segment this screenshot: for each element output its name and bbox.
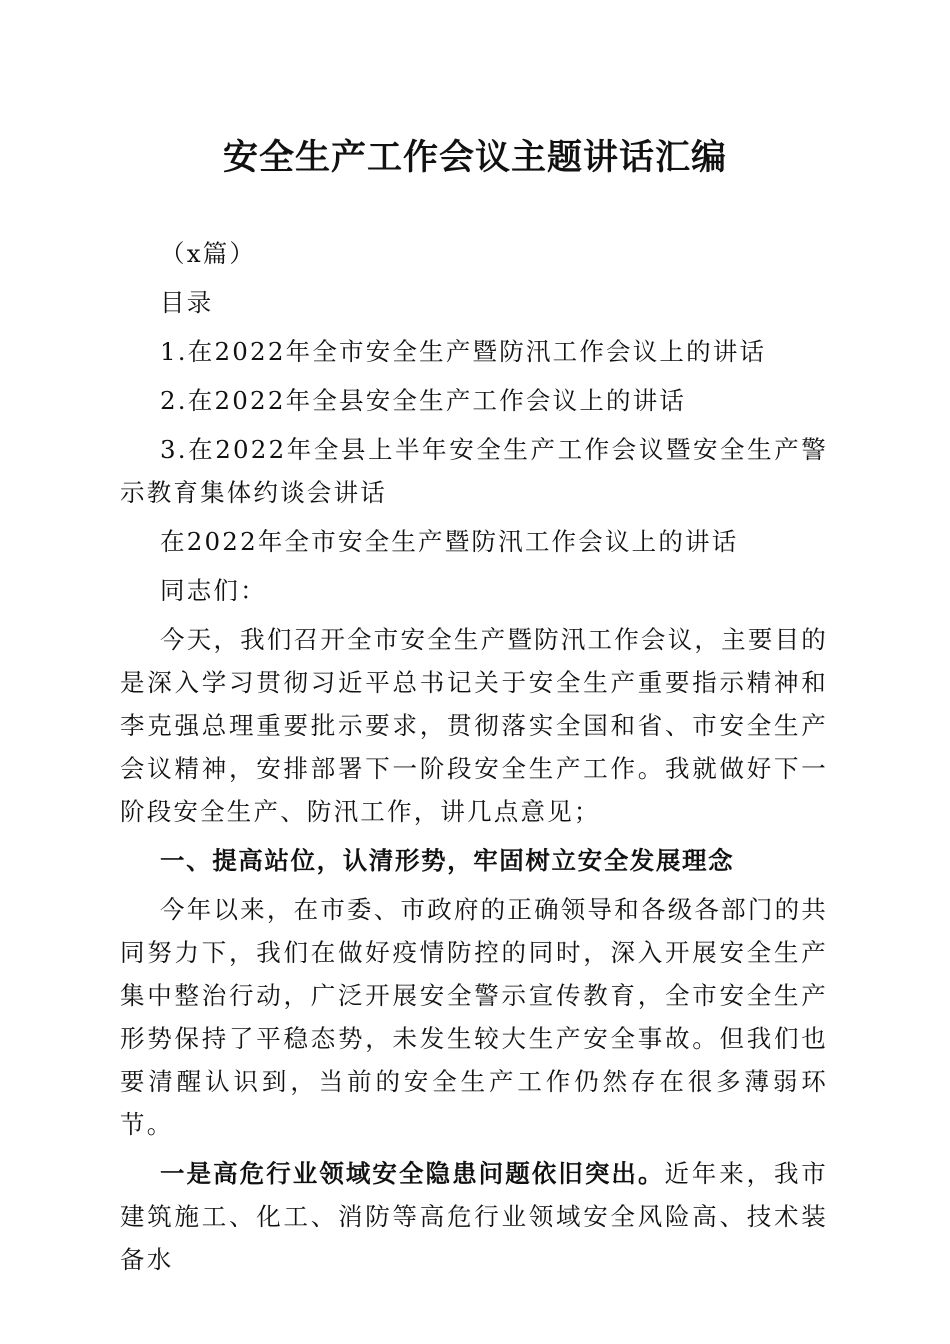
count-note: （x篇） (160, 239, 257, 268)
section-heading-1: 一、提高站位，认清形势，牢固树立安全发展理念 (160, 846, 735, 875)
intro-paragraph: 今天，我们召开全市安全生产暨防汛工作会议，主要目的是深入学习贯彻习近平总书记关于安全生产重要指示精神和李克强总理重要批示要求，贯彻落实全国和省、市安全生产会议精神，安排部署下一阶段安全生产工作。我就做好下一阶段安全生产、防汛工作，讲几点意见； (120, 625, 828, 826)
point-1-paragraph (120, 1152, 828, 1281)
section-1-paragraph: 今年以来，在市委、市政府的正确领导和各级各部门的共同努力下，我们在做好疫情防控的同时，深入开展安全生产集中整治行动，广泛开展安全警示宣传教育，全市安全生产形势保持了平稳态势，未发生较大生产安全事故。但我们也要清醒认识到，当前的安全生产工作仍然存在很多薄弱环节。 (120, 895, 828, 1139)
toc-item-1: 1.在2022年全市安全生产暨防汛工作会议上的讲话 (160, 337, 767, 366)
toc-item-2: 2.在2022年全县安全生产工作会议上的讲话 (160, 386, 687, 415)
toc-item-3: 3.在2022年全县上半年安全生产工作会议暨安全生产警示教育集体约谈会讲话 (120, 435, 828, 507)
document-title: 安全生产工作会议主题讲话汇编 (222, 138, 727, 178)
toc-heading: 目录 (160, 288, 214, 317)
document-body (120, 232, 828, 1281)
point-1-text: 近年来，我市建筑施工、化工、消防等高危行业领域安全风险高、技术装备水 (120, 1159, 828, 1274)
speech-title: 在2022年全市安全生产暨防汛工作会议上的讲话 (160, 527, 739, 556)
salutation: 同志们： (160, 576, 267, 605)
point-1-lead: 一是高危行业领域安全隐患问题依旧突出。 (160, 1159, 665, 1188)
